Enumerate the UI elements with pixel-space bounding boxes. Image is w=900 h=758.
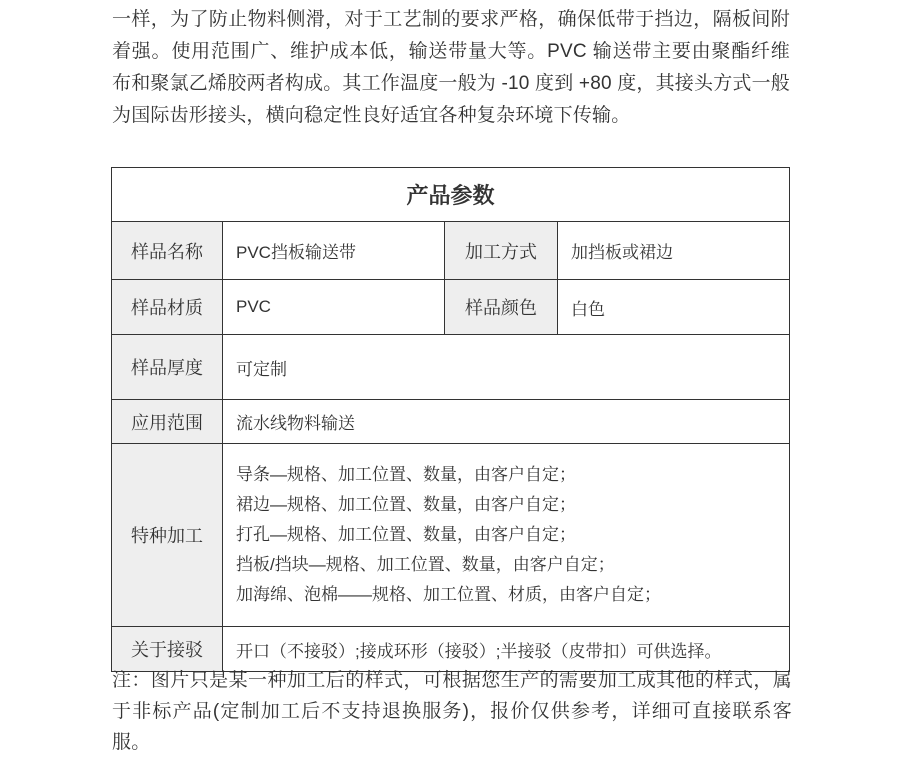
param-value-processing-method: 加挡板或裙边 (558, 222, 790, 280)
param-value-special-processing (223, 444, 790, 627)
special-processing-line-guide-strip: 导条—规格、加工位置、数量，由客户自定； (236, 465, 576, 484)
note-paragraph: 注：图片只是某一种加工后的样式，可根据您生产的需要加工成其他的样式，属于非标产品(定制加工后不支持退换服务)，报价仅供参考，详细可直接联系客服。 (112, 670, 792, 753)
param-value-about-joining: 开口（不接驳）;接成环形（接驳）;半接驳（皮带扣）可供选择。 (223, 627, 790, 672)
special-processing-line-skirt: 裙边—规格、加工位置、数量，由客户自定； (236, 495, 576, 514)
param-label-application-range: 应用范围 (112, 400, 223, 444)
table-title-row (112, 168, 790, 222)
param-label-special-processing: 特种加工 (112, 444, 223, 627)
param-value-sample-name: PVC挡板输送带 (223, 222, 445, 280)
param-value-application-range: 流水线物料输送 (223, 400, 790, 444)
param-value-sample-material: PVC (223, 280, 445, 335)
table-title: 产品参数 (112, 168, 790, 222)
param-label-processing-method: 加工方式 (445, 222, 558, 280)
param-label-sample-thickness: 样品厚度 (112, 335, 223, 400)
param-value-sample-color: 白色 (558, 280, 790, 335)
table-row (112, 400, 790, 444)
param-label-sample-name: 样品名称 (112, 222, 223, 280)
table-row (112, 222, 790, 280)
param-label-sample-material: 样品材质 (112, 280, 223, 335)
product-params-table (111, 167, 790, 672)
param-value-sample-thickness: 可定制 (223, 335, 790, 400)
special-processing-line-baffle: 挡板/挡块—规格、加工位置、数量，由客户自定； (236, 555, 615, 574)
table-row (112, 444, 790, 627)
table-row (112, 280, 790, 335)
param-label-about-joining: 关于接驳 (112, 627, 223, 672)
special-processing-line-punching: 打孔—规格、加工位置、数量，由客户自定； (236, 525, 576, 544)
param-label-sample-color: 样品颜色 (445, 280, 558, 335)
table-row (112, 335, 790, 400)
special-processing-line-sponge-foam: 加海绵、泡棉——规格、加工位置、材质，由客户自定； (236, 585, 661, 604)
intro-paragraph: 一样，为了防止物料侧滑，对于工艺制的要求严格，确保低带于挡边，隔板间附着强。使用范围广、维护成本低，输送带量大等。PVC 输送带主要由聚酯纤维布和聚氯乙烯胶两者构成。其工作温度一般为 -10 度到 +80 度，其接头方式一般为国际齿形接头，横向稳定性良好适宜各种复杂环境下传输。 (112, 9, 791, 126)
